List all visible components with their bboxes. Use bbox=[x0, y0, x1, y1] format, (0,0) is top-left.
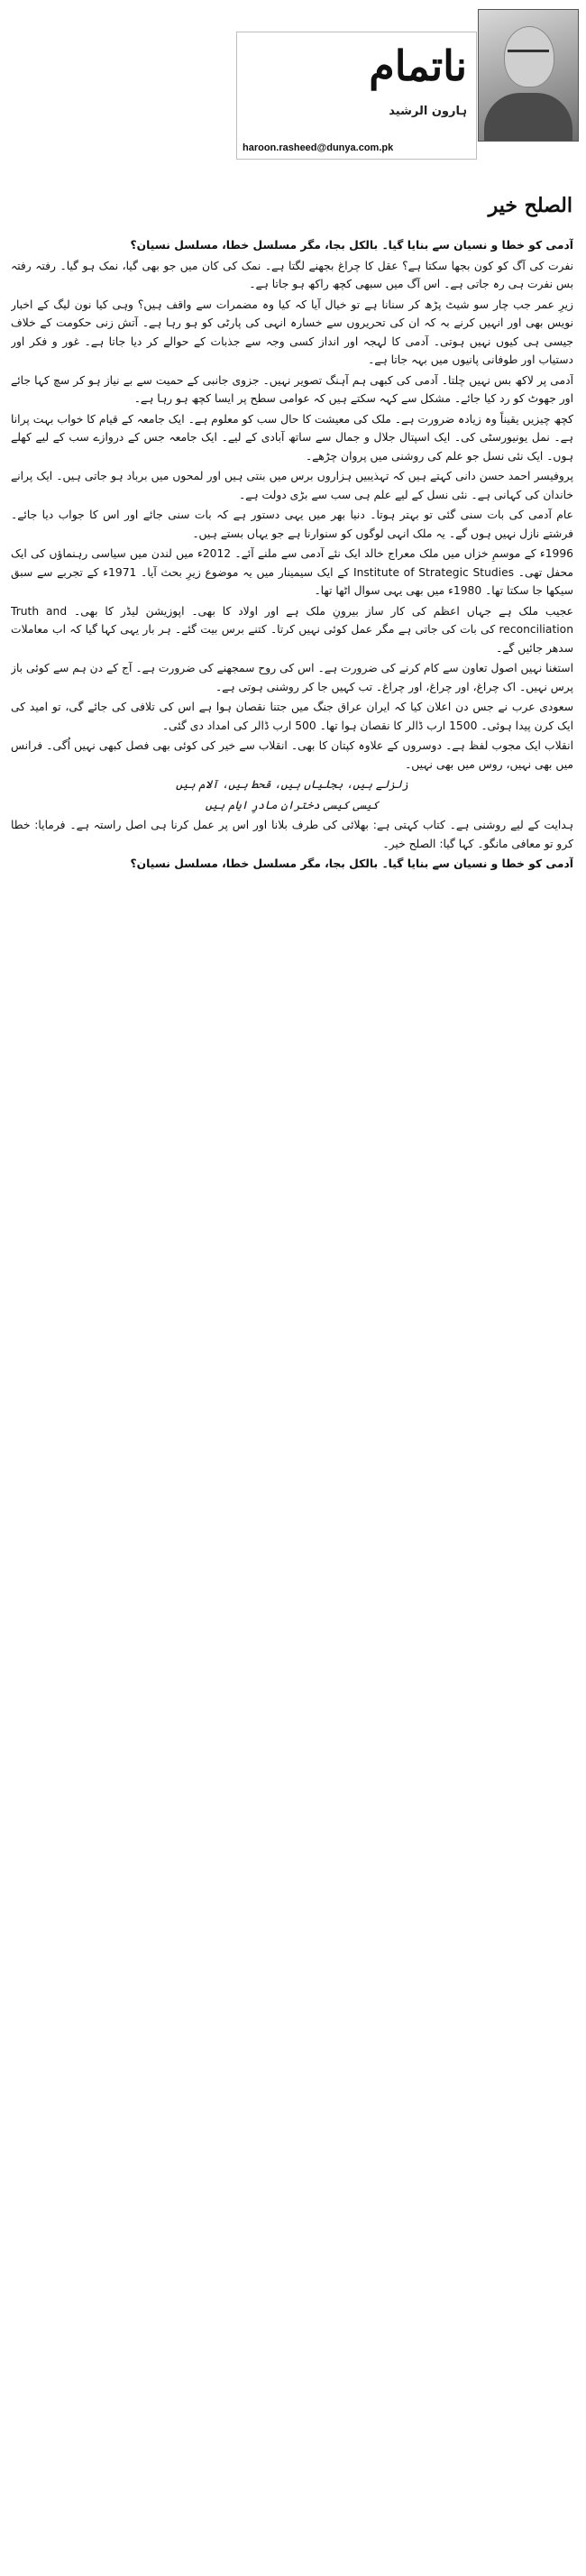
column-header bbox=[236, 9, 579, 189]
article-paragraph: پروفیسر احمد حسن دانی کہتے ہیں کہ تہذیبیں ہزاروں برس میں بنتی ہیں اور لمحوں میں برباد ہو جاتی ہیں۔ ایک پرانے خاندان کی کہانی ہے۔ نئی نسل کے لیے علم ہی سب سے بڑی دولت ہے۔ bbox=[11, 470, 573, 501]
verse-line: زلزلے ہیں، بجلیاں ہیں، قحط ہیں، آلام ہیں bbox=[176, 778, 408, 791]
article-title: الصلح خیر bbox=[488, 194, 572, 217]
article-paragraph: آدمی کو خطا و نسیان سے بنایا گیا۔ بالکل بجا، مگر مسلسل خطا، مسلسل نسیان؟ bbox=[130, 239, 573, 252]
article-paragraph: عجیب ملک ہے جہاں اعظم کی کار ساز بیرونِ ملک ہے اور اولاد کا بھی۔ اپوزیشن لیڈر کا بھی۔ Truth and reconciliation کی بات کی جاتی ہے مگر عمل کوئی نہیں کرتا۔ کتنے برس بیت گئے۔ ہر بار یہی کہا گیا کہ اب معاملات سدھر جائیں گے۔ bbox=[11, 604, 573, 655]
column-title: ناتمام bbox=[369, 41, 467, 90]
article-paragraph: استغنا نہیں اصول تعاون سے کام کرنے کی ضرورت ہے۔ اس کی روح سمجھنے کی ضرورت ہے۔ آج کے دن ہم سے کوئی باز پرس نہیں۔ اک چراغ، اور چراغ، اور چراغ۔ تب کہیں جا کر روشنی ہوتی ہے۔ bbox=[11, 662, 573, 693]
article-body bbox=[11, 236, 573, 2567]
author-portrait bbox=[478, 9, 579, 142]
article-paragraph: زیرِ عمر جب چار سو شیٹ پڑھ کر سنانا ہے تو خیال آیا کہ کیا وہ مضمرات سے واقف ہیں؟ وہی کیا نون لیگ کے اخبار نویس بھی اور انہیں کرنے بہ کہ ان کی تحریروں سے خسارہ انہی کی پارٹی کو ہو رہا ہے۔ آتش زنی حکومت کے خلاف جیسی ہی کیوں نہیں ہوتی۔ آدمی کا لہجہ اور انداز کسی وجہ سے جذبات کے حوالے کر دیا جاتا ہے۔ غور و فکر اور دستیاب اور طوفانی پانیوں میں بہہ جاتا ہے۔ bbox=[11, 298, 573, 366]
closing-paragraph: آدمی کو خطا و نسیان سے بنایا گیا۔ بالکل بجا، مگر مسلسل خطا، مسلسل نسیان؟ bbox=[130, 857, 573, 870]
article-paragraph: 1996ء کے موسمِ خزاں میں ملک معراج خالد ایک نئے آدمی سے ملنے آئے۔ 2012ء میں لندن میں سیاسی رہنماؤں کی ایک محفل تھی۔ Institute of Strategic Studies کے ایک سیمینار میں یہ موضوع زیرِ بحث آیا۔ 1971ء کے تجربے سے سبق سیکھا جا سکتا تھا۔ 1980ء میں بھی یہی سوال اٹھا تھا۔ bbox=[11, 547, 573, 597]
article-paragraph: نفرت کی آگ کو کون بجھا سکتا ہے؟ عقل کا چراغ بجھنے لگتا ہے۔ نمک کی کان میں جو بھی گیا، نمک ہو گیا۔ رفتہ رفتہ بس نفرت ہی رہ جاتی ہے۔ اس آگ میں سبھی کچھ راکھ ہو جاتا ہے۔ bbox=[11, 259, 573, 290]
closing-paragraph: ہدایت کے لیے روشنی ہے۔ کتاب کہتی ہے: بھلائی کی طرف بلانا اور اس پر عمل کرنا ہی اصل راستہ ہے۔ فرمایا: خطا کرو تو معافی مانگو۔ کہا گیا: الصلح خیر۔ bbox=[11, 819, 573, 850]
author-name: ہارون الرشید bbox=[389, 105, 467, 118]
author-email: haroon.rasheed@dunya.com.pk bbox=[243, 142, 394, 153]
portrait-shoulders bbox=[484, 93, 572, 142]
article-paragraph: کچھ چیزیں یقیناً وہ زیادہ ضرورت ہے۔ ملک کی معیشت کا حال سب کو معلوم ہے۔ ایک جامعہ کے قیام کا خواب بہت پرانا ہے۔ نمل یونیورسٹی کی۔ ایک اسپتال جلال و جمال سے ساتھ آبادی کے لیے۔ ایک جامعہ جس کے دروازے سب کے لیے کھلے ہوں۔ ایک نئی نسل جو علم کی روشنی میں پروان چڑھے۔ bbox=[11, 412, 573, 463]
column-title-box bbox=[236, 32, 477, 160]
article-paragraph: انقلاب ایک مجوب لفظ ہے۔ دوسروں کے علاوہ کپتان کا بھی۔ انقلاب سے خیر کی کوئی بھی فصل کبھی نہیں اُگی۔ فرانس میں بھی نہیں، روس میں بھی نہیں۔ bbox=[11, 739, 573, 771]
article-paragraph: سعودی عرب نے جس دن اعلان کیا کہ ایران عراق جنگ میں جتنا نقصان ہوا ہے اس کی تلافی کی جائے گی، تو امید کی ایک کرن پیدا ہوئی۔ 1500 ارب ڈالر کا نقصان ہوا تھا۔ 500 ارب ڈالر کی امداد دی گئی۔ bbox=[11, 701, 573, 732]
verse-line: کیسی کیسی دخترانِ مادرِ ایام ہیں bbox=[205, 798, 380, 811]
portrait-glasses bbox=[508, 50, 549, 61]
article-paragraph: عام آدمی کی بات سنی گئی تو بہتر ہوتا۔ دنیا بھر میں یہی دستور ہے کہ بات سنی جائے اور اس کا جواب دیا جائے۔ فرشتے نازل نہیں ہوں گے۔ یہ ملک انہی لوگوں کو سنوارنا ہے جو یہاں بستے ہیں۔ bbox=[11, 509, 573, 540]
article-paragraph: آدمی پر لاکھ بس نہیں چلتا۔ آدمی کی کبھی ہم آہنگ تصویر نہیں۔ جزوی جانبی کے حمیت سے بے نیاز ہو کر سچ کہا جائے اور جھوٹ کو رد کیا جائے۔ مشکل سے کہہ سکتے ہیں کہ عوامی سطح پر ایسا کچھ ہو رہا ہے۔ bbox=[11, 373, 573, 405]
